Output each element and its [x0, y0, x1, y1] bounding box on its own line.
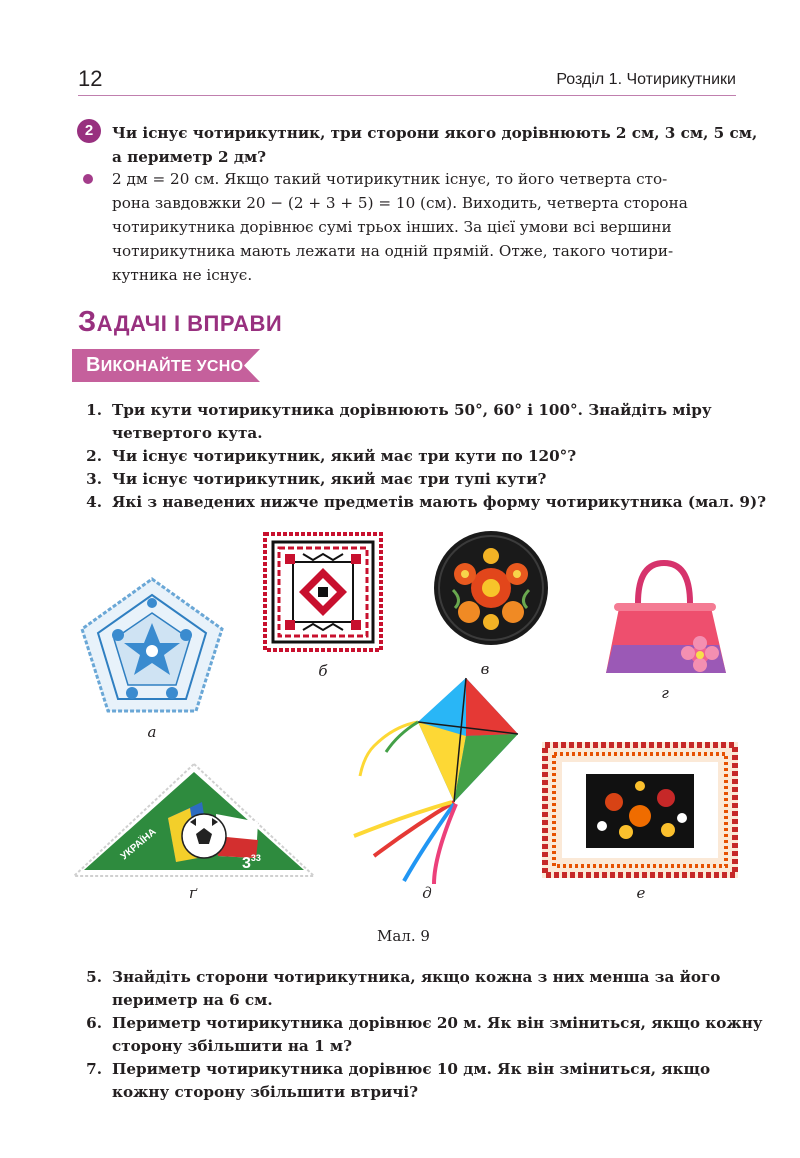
exercise-7-line-2: кожну сторону збільшити втричі?: [112, 1083, 419, 1101]
exercise-4-line-1: Які з наведених нижче предметів мають форму чотирикутника (мал. 9)?: [112, 493, 767, 511]
answer-line-5: кутника не існує.: [112, 266, 253, 284]
round-painted-tray-image: [433, 530, 549, 646]
exercise-number: 3.: [86, 470, 102, 488]
figure-label-d: д: [422, 884, 432, 902]
handbag-image: [600, 555, 730, 680]
exercise-number: 6.: [86, 1014, 102, 1032]
figure-label-h: г: [661, 684, 669, 702]
exercise-5-line-2: периметр на 6 см.: [112, 991, 273, 1009]
answer-line-1: 2 дм = 20 см. Якщо такий чотирикутник існує, то його четверта сто-: [112, 170, 668, 188]
section-title: ЗАДАЧІ І ВПРАВИ: [78, 306, 283, 338]
answer-line-4: чотирикутника мають лежати на одній прямій. Отже, такого чотири-: [112, 242, 674, 260]
page-number: 12: [78, 66, 103, 91]
embroidered-square-image: [263, 532, 383, 652]
banner-title: ВИКОНАЙТЕ УСНО: [86, 354, 244, 376]
exercise-1-line-1: Три кути чотирикутника дорівнюють 50°, 60° і 100°. Знайдіть міру: [112, 401, 712, 419]
exercise-number: 4.: [86, 493, 102, 511]
answer-bullet-icon: [83, 174, 93, 184]
example-question-line-2: а периметр 2 дм?: [112, 148, 267, 166]
exercise-7-line-1: Периметр чотирикутника дорівнює 10 дм. Як він зміниться, якщо: [112, 1060, 711, 1078]
figure-label-e: е: [636, 884, 646, 902]
exercise-number: 1.: [86, 401, 102, 419]
exercise-6-line-1: Периметр чотирикутника дорівнює 20 м. Як він зміниться, якщо кожну: [112, 1014, 763, 1032]
header-divider: [78, 95, 736, 96]
exercise-2-line-1: Чи існує чотирикутник, який має три кути по 120°?: [112, 447, 577, 465]
triangle-stamp-image: [72, 762, 316, 878]
exercise-number: 2.: [86, 447, 102, 465]
exercise-1-line-2: четвертого кута.: [112, 424, 263, 442]
kite-image: [334, 676, 524, 886]
exercise-3-line-1: Чи існує чотирикутник, який має три тупі кути?: [112, 470, 547, 488]
decorated-frame-image: [542, 742, 738, 878]
example-number-badge: 2: [77, 119, 101, 143]
exercise-number: 7.: [86, 1060, 102, 1078]
answer-line-3: чотирикутника дорівнює сумі трьох інших. За цієї умови всі вершини: [112, 218, 672, 236]
figure-caption: Мал. 9: [377, 927, 430, 945]
figure-label-b: б: [318, 662, 328, 680]
exercise-6-line-2: сторону збільшити на 1 м?: [112, 1037, 353, 1055]
figure-label-a: а: [147, 723, 157, 741]
pentagon-embroidery-image: [78, 575, 226, 715]
exercise-number: 5.: [86, 968, 102, 986]
figure-label-ge: ґ: [189, 884, 197, 902]
example-question-line-1: Чи існує чотирикутник, три сторони якого дорівнюють 2 см, 3 см, 5 см,: [112, 124, 758, 142]
answer-line-2: рона завдовжки 20 − (2 + 3 + 5) = 10 (см). Виходить, четверта сторона: [112, 194, 688, 212]
chapter-title: Розділ 1. Чотирикутники: [556, 71, 736, 88]
stamp-price: $3^{33}$: [242, 853, 261, 872]
exercise-5-line-1: Знайдіть сторони чотирикутника, якщо кожна з них менша за його: [112, 968, 721, 986]
stamp-country-text: УКРАЇНА: [118, 826, 159, 863]
figure-label-v: в: [480, 660, 490, 678]
